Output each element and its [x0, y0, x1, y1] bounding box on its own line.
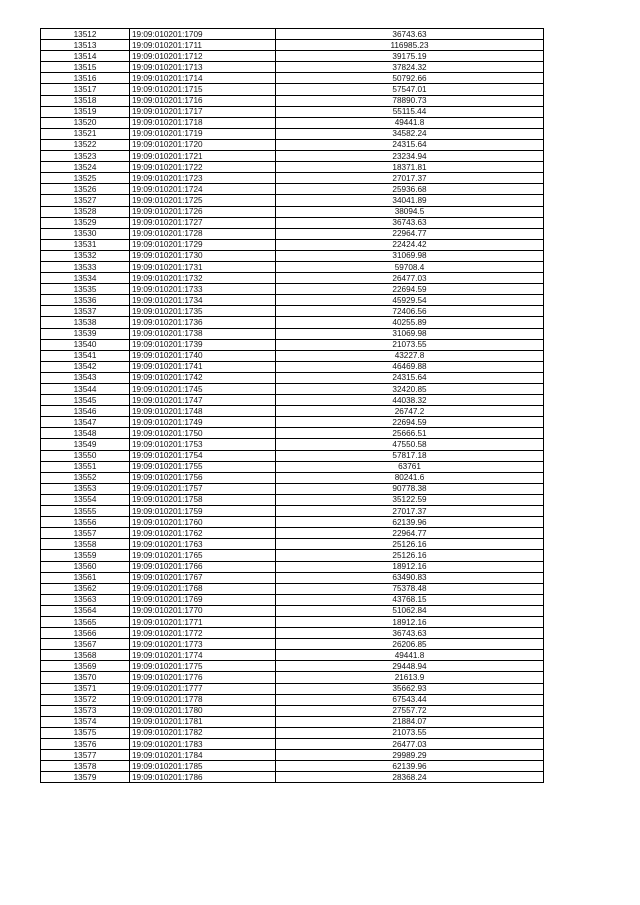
- cadastral-number-cell: 19:09:010201:1729: [130, 239, 276, 250]
- value-cell: 18371.81: [276, 162, 544, 173]
- row-number-cell: 13512: [41, 29, 130, 40]
- cadastral-number-cell: 19:09:010201:1736: [130, 317, 276, 328]
- row-number-cell: 13544: [41, 384, 130, 395]
- value-cell: 24315.64: [276, 372, 544, 383]
- cadastral-number-cell: 19:09:010201:1784: [130, 750, 276, 761]
- value-cell: 55115.44: [276, 106, 544, 117]
- table-row: [41, 539, 544, 550]
- table-row: [41, 73, 544, 84]
- cadastral-number-cell: 19:09:010201:1725: [130, 195, 276, 206]
- table-row: [41, 162, 544, 173]
- table-row: [41, 661, 544, 672]
- table-row: [41, 184, 544, 195]
- row-number-cell: 13533: [41, 261, 130, 272]
- cadastral-number-cell: 19:09:010201:1735: [130, 306, 276, 317]
- row-number-cell: 13517: [41, 84, 130, 95]
- row-number-cell: 13531: [41, 239, 130, 250]
- row-number-cell: 13566: [41, 628, 130, 639]
- cadastral-number-cell: 19:09:010201:1720: [130, 139, 276, 150]
- row-number-cell: 13554: [41, 494, 130, 505]
- value-cell: 36743.63: [276, 29, 544, 40]
- table-row: [41, 572, 544, 583]
- cadastral-number-cell: 19:09:010201:1747: [130, 395, 276, 406]
- value-cell: 43227.8: [276, 350, 544, 361]
- row-number-cell: 13556: [41, 517, 130, 528]
- value-cell: 78890.73: [276, 95, 544, 106]
- cadastral-number-cell: 19:09:010201:1777: [130, 683, 276, 694]
- value-cell: 31069.98: [276, 328, 544, 339]
- row-number-cell: 13575: [41, 727, 130, 738]
- value-cell: 22964.77: [276, 528, 544, 539]
- cadastral-number-cell: 19:09:010201:1750: [130, 428, 276, 439]
- cadastral-number-cell: 19:09:010201:1745: [130, 384, 276, 395]
- cadastral-number-cell: 19:09:010201:1774: [130, 650, 276, 661]
- cadastral-number-cell: 19:09:010201:1773: [130, 639, 276, 650]
- row-number-cell: 13578: [41, 761, 130, 772]
- row-number-cell: 13560: [41, 561, 130, 572]
- value-cell: 22694.59: [276, 284, 544, 295]
- table-row: [41, 417, 544, 428]
- row-number-cell: 13574: [41, 716, 130, 727]
- cadastral-number-cell: 19:09:010201:1709: [130, 29, 276, 40]
- row-number-cell: 13537: [41, 306, 130, 317]
- value-cell: 63761: [276, 461, 544, 472]
- value-cell: 35122.59: [276, 494, 544, 505]
- row-number-cell: 13562: [41, 583, 130, 594]
- cadastral-number-cell: 19:09:010201:1724: [130, 184, 276, 195]
- cadastral-number-cell: 19:09:010201:1782: [130, 727, 276, 738]
- cadastral-number-cell: 19:09:010201:1712: [130, 51, 276, 62]
- table-row: [41, 406, 544, 417]
- row-number-cell: 13576: [41, 739, 130, 750]
- cadastral-number-cell: 19:09:010201:1726: [130, 206, 276, 217]
- cadastral-number-cell: 19:09:010201:1711: [130, 40, 276, 51]
- value-cell: 35662.93: [276, 683, 544, 694]
- value-cell: 57547.01: [276, 84, 544, 95]
- cadastral-number-cell: 19:09:010201:1759: [130, 506, 276, 517]
- row-number-cell: 13516: [41, 73, 130, 84]
- cadastral-number-cell: 19:09:010201:1719: [130, 128, 276, 139]
- table-row: [41, 384, 544, 395]
- cadastral-number-cell: 19:09:010201:1749: [130, 417, 276, 428]
- table-row: [41, 51, 544, 62]
- cadastral-number-cell: 19:09:010201:1771: [130, 616, 276, 627]
- table-row: [41, 284, 544, 295]
- value-cell: 39175.19: [276, 51, 544, 62]
- value-cell: 80241.6: [276, 472, 544, 483]
- table-row: [41, 772, 544, 783]
- table-row: [41, 239, 544, 250]
- row-number-cell: 13565: [41, 616, 130, 627]
- row-number-cell: 13561: [41, 572, 130, 583]
- cadastral-number-cell: 19:09:010201:1734: [130, 295, 276, 306]
- row-number-cell: 13523: [41, 151, 130, 162]
- row-number-cell: 13535: [41, 284, 130, 295]
- table-row: [41, 372, 544, 383]
- row-number-cell: 13572: [41, 694, 130, 705]
- table-row: [41, 461, 544, 472]
- value-cell: 25936.68: [276, 184, 544, 195]
- value-cell: 62139.96: [276, 517, 544, 528]
- value-cell: 36743.63: [276, 628, 544, 639]
- cadastral-number-cell: 19:09:010201:1733: [130, 284, 276, 295]
- row-number-cell: 13529: [41, 217, 130, 228]
- table-row: [41, 139, 544, 150]
- table-row: [41, 62, 544, 73]
- table-row: [41, 40, 544, 51]
- value-cell: 25666.51: [276, 428, 544, 439]
- cadastral-number-cell: 19:09:010201:1738: [130, 328, 276, 339]
- table-row: [41, 716, 544, 727]
- cadastral-number-cell: 19:09:010201:1770: [130, 605, 276, 616]
- value-cell: 23234.94: [276, 151, 544, 162]
- table-row: [41, 317, 544, 328]
- value-cell: 40255.89: [276, 317, 544, 328]
- value-cell: 49441.8: [276, 117, 544, 128]
- row-number-cell: 13536: [41, 295, 130, 306]
- value-cell: 72406.56: [276, 306, 544, 317]
- cadastral-number-cell: 19:09:010201:1772: [130, 628, 276, 639]
- row-number-cell: 13547: [41, 417, 130, 428]
- table-row: [41, 672, 544, 683]
- table-row: [41, 273, 544, 284]
- cadastral-number-cell: 19:09:010201:1717: [130, 106, 276, 117]
- value-cell: 18912.16: [276, 561, 544, 572]
- cadastral-number-cell: 19:09:010201:1713: [130, 62, 276, 73]
- value-cell: 47550.58: [276, 439, 544, 450]
- cadastral-value-table: [40, 28, 544, 783]
- table-row: [41, 472, 544, 483]
- row-number-cell: 13522: [41, 139, 130, 150]
- value-cell: 27017.37: [276, 506, 544, 517]
- value-cell: 50792.66: [276, 73, 544, 84]
- table-row: [41, 361, 544, 372]
- value-cell: 21073.55: [276, 339, 544, 350]
- value-cell: 43768.15: [276, 594, 544, 605]
- table-row: [41, 727, 544, 738]
- row-number-cell: 13577: [41, 750, 130, 761]
- cadastral-number-cell: 19:09:010201:1740: [130, 350, 276, 361]
- row-number-cell: 13552: [41, 472, 130, 483]
- cadastral-number-cell: 19:09:010201:1748: [130, 406, 276, 417]
- table-row: [41, 29, 544, 40]
- row-number-cell: 13570: [41, 672, 130, 683]
- cadastral-number-cell: 19:09:010201:1775: [130, 661, 276, 672]
- table-row: [41, 261, 544, 272]
- table-row: [41, 339, 544, 350]
- cadastral-number-cell: 19:09:010201:1766: [130, 561, 276, 572]
- row-number-cell: 13532: [41, 250, 130, 261]
- value-cell: 26477.03: [276, 739, 544, 750]
- table-row: [41, 439, 544, 450]
- table-row: [41, 628, 544, 639]
- value-cell: 28368.24: [276, 772, 544, 783]
- cadastral-number-cell: 19:09:010201:1778: [130, 694, 276, 705]
- table-row: [41, 106, 544, 117]
- row-number-cell: 13541: [41, 350, 130, 361]
- table-row: [41, 750, 544, 761]
- table-row: [41, 95, 544, 106]
- value-cell: 75378.48: [276, 583, 544, 594]
- table-row: [41, 117, 544, 128]
- value-cell: 22424.42: [276, 239, 544, 250]
- table-row: [41, 84, 544, 95]
- value-cell: 37824.32: [276, 62, 544, 73]
- cadastral-number-cell: 19:09:010201:1723: [130, 173, 276, 184]
- table-row: [41, 295, 544, 306]
- table-row: [41, 605, 544, 616]
- row-number-cell: 13563: [41, 594, 130, 605]
- row-number-cell: 13548: [41, 428, 130, 439]
- row-number-cell: 13573: [41, 705, 130, 716]
- cadastral-number-cell: 19:09:010201:1762: [130, 528, 276, 539]
- value-cell: 34582.24: [276, 128, 544, 139]
- value-cell: 21073.55: [276, 727, 544, 738]
- table-body: [41, 29, 544, 783]
- cadastral-number-cell: 19:09:010201:1783: [130, 739, 276, 750]
- row-number-cell: 13519: [41, 106, 130, 117]
- value-cell: 25126.16: [276, 550, 544, 561]
- value-cell: 46469.88: [276, 361, 544, 372]
- table-row: [41, 328, 544, 339]
- cadastral-number-cell: 19:09:010201:1714: [130, 73, 276, 84]
- table-row: [41, 594, 544, 605]
- row-number-cell: 13555: [41, 506, 130, 517]
- table-row: [41, 683, 544, 694]
- row-number-cell: 13520: [41, 117, 130, 128]
- cadastral-number-cell: 19:09:010201:1776: [130, 672, 276, 683]
- row-number-cell: 13515: [41, 62, 130, 73]
- value-cell: 34041.89: [276, 195, 544, 206]
- table-row: [41, 639, 544, 650]
- cadastral-number-cell: 19:09:010201:1754: [130, 450, 276, 461]
- table-row: [41, 128, 544, 139]
- row-number-cell: 13569: [41, 661, 130, 672]
- cadastral-number-cell: 19:09:010201:1760: [130, 517, 276, 528]
- value-cell: 24315.64: [276, 139, 544, 150]
- cadastral-number-cell: 19:09:010201:1763: [130, 539, 276, 550]
- cadastral-number-cell: 19:09:010201:1755: [130, 461, 276, 472]
- table-row: [41, 450, 544, 461]
- value-cell: 59708.4: [276, 261, 544, 272]
- row-number-cell: 13514: [41, 51, 130, 62]
- value-cell: 27017.37: [276, 173, 544, 184]
- cadastral-number-cell: 19:09:010201:1721: [130, 151, 276, 162]
- row-number-cell: 13521: [41, 128, 130, 139]
- row-number-cell: 13545: [41, 395, 130, 406]
- table-row: [41, 694, 544, 705]
- row-number-cell: 13557: [41, 528, 130, 539]
- row-number-cell: 13546: [41, 406, 130, 417]
- table-row: [41, 428, 544, 439]
- cadastral-number-cell: 19:09:010201:1768: [130, 583, 276, 594]
- cadastral-number-cell: 19:09:010201:1753: [130, 439, 276, 450]
- row-number-cell: 13571: [41, 683, 130, 694]
- cadastral-number-cell: 19:09:010201:1767: [130, 572, 276, 583]
- value-cell: 26206.85: [276, 639, 544, 650]
- row-number-cell: 13549: [41, 439, 130, 450]
- row-number-cell: 13553: [41, 483, 130, 494]
- row-number-cell: 13558: [41, 539, 130, 550]
- row-number-cell: 13538: [41, 317, 130, 328]
- value-cell: 26747.2: [276, 406, 544, 417]
- cadastral-number-cell: 19:09:010201:1739: [130, 339, 276, 350]
- value-cell: 25126.16: [276, 539, 544, 550]
- value-cell: 36743.63: [276, 217, 544, 228]
- value-cell: 21884.07: [276, 716, 544, 727]
- cadastral-number-cell: 19:09:010201:1722: [130, 162, 276, 173]
- table-row: [41, 228, 544, 239]
- table-row: [41, 151, 544, 162]
- row-number-cell: 13559: [41, 550, 130, 561]
- row-number-cell: 13550: [41, 450, 130, 461]
- table-row: [41, 395, 544, 406]
- value-cell: 44038.32: [276, 395, 544, 406]
- cadastral-number-cell: 19:09:010201:1780: [130, 705, 276, 716]
- row-number-cell: 13567: [41, 639, 130, 650]
- row-number-cell: 13534: [41, 273, 130, 284]
- table-row: [41, 350, 544, 361]
- value-cell: 22964.77: [276, 228, 544, 239]
- row-number-cell: 13527: [41, 195, 130, 206]
- row-number-cell: 13568: [41, 650, 130, 661]
- table-row: [41, 217, 544, 228]
- value-cell: 38094.5: [276, 206, 544, 217]
- table-row: [41, 483, 544, 494]
- row-number-cell: 13564: [41, 605, 130, 616]
- cadastral-number-cell: 19:09:010201:1785: [130, 761, 276, 772]
- cadastral-number-cell: 19:09:010201:1716: [130, 95, 276, 106]
- cadastral-number-cell: 19:09:010201:1718: [130, 117, 276, 128]
- table-row: [41, 650, 544, 661]
- cadastral-number-cell: 19:09:010201:1757: [130, 483, 276, 494]
- table-row: [41, 616, 544, 627]
- row-number-cell: 13518: [41, 95, 130, 106]
- table-row: [41, 173, 544, 184]
- value-cell: 27557.72: [276, 705, 544, 716]
- table-row: [41, 761, 544, 772]
- value-cell: 62139.96: [276, 761, 544, 772]
- value-cell: 67543.44: [276, 694, 544, 705]
- cadastral-number-cell: 19:09:010201:1765: [130, 550, 276, 561]
- cadastral-number-cell: 19:09:010201:1758: [130, 494, 276, 505]
- table-row: [41, 739, 544, 750]
- value-cell: 49441.8: [276, 650, 544, 661]
- row-number-cell: 13526: [41, 184, 130, 195]
- table-row: [41, 506, 544, 517]
- cadastral-number-cell: 19:09:010201:1728: [130, 228, 276, 239]
- row-number-cell: 13525: [41, 173, 130, 184]
- cadastral-number-cell: 19:09:010201:1727: [130, 217, 276, 228]
- table-row: [41, 306, 544, 317]
- row-number-cell: 13542: [41, 361, 130, 372]
- row-number-cell: 13530: [41, 228, 130, 239]
- cadastral-number-cell: 19:09:010201:1730: [130, 250, 276, 261]
- value-cell: 90778.38: [276, 483, 544, 494]
- row-number-cell: 13539: [41, 328, 130, 339]
- row-number-cell: 13543: [41, 372, 130, 383]
- cadastral-number-cell: 19:09:010201:1781: [130, 716, 276, 727]
- table-row: [41, 517, 544, 528]
- table-row: [41, 250, 544, 261]
- row-number-cell: 13540: [41, 339, 130, 350]
- table-row: [41, 195, 544, 206]
- cadastral-number-cell: 19:09:010201:1715: [130, 84, 276, 95]
- row-number-cell: 13579: [41, 772, 130, 783]
- cadastral-number-cell: 19:09:010201:1756: [130, 472, 276, 483]
- table-row: [41, 206, 544, 217]
- value-cell: 63490.83: [276, 572, 544, 583]
- value-cell: 116985.23: [276, 40, 544, 51]
- value-cell: 21613.9: [276, 672, 544, 683]
- row-number-cell: 13513: [41, 40, 130, 51]
- table-row: [41, 561, 544, 572]
- row-number-cell: 13551: [41, 461, 130, 472]
- value-cell: 32420.85: [276, 384, 544, 395]
- cadastral-number-cell: 19:09:010201:1742: [130, 372, 276, 383]
- value-cell: 57817.18: [276, 450, 544, 461]
- cadastral-number-cell: 19:09:010201:1731: [130, 261, 276, 272]
- value-cell: 18912.16: [276, 616, 544, 627]
- row-number-cell: 13528: [41, 206, 130, 217]
- row-number-cell: 13524: [41, 162, 130, 173]
- cadastral-number-cell: 19:09:010201:1732: [130, 273, 276, 284]
- value-cell: 51062.84: [276, 605, 544, 616]
- value-cell: 45929.54: [276, 295, 544, 306]
- cadastral-number-cell: 19:09:010201:1786: [130, 772, 276, 783]
- table-row: [41, 705, 544, 716]
- cadastral-number-cell: 19:09:010201:1769: [130, 594, 276, 605]
- table-row: [41, 528, 544, 539]
- value-cell: 26477.03: [276, 273, 544, 284]
- table-row: [41, 494, 544, 505]
- table-row: [41, 583, 544, 594]
- cadastral-number-cell: 19:09:010201:1741: [130, 361, 276, 372]
- value-cell: 22694.59: [276, 417, 544, 428]
- value-cell: 31069.98: [276, 250, 544, 261]
- value-cell: 29989.29: [276, 750, 544, 761]
- table-row: [41, 550, 544, 561]
- value-cell: 29448.94: [276, 661, 544, 672]
